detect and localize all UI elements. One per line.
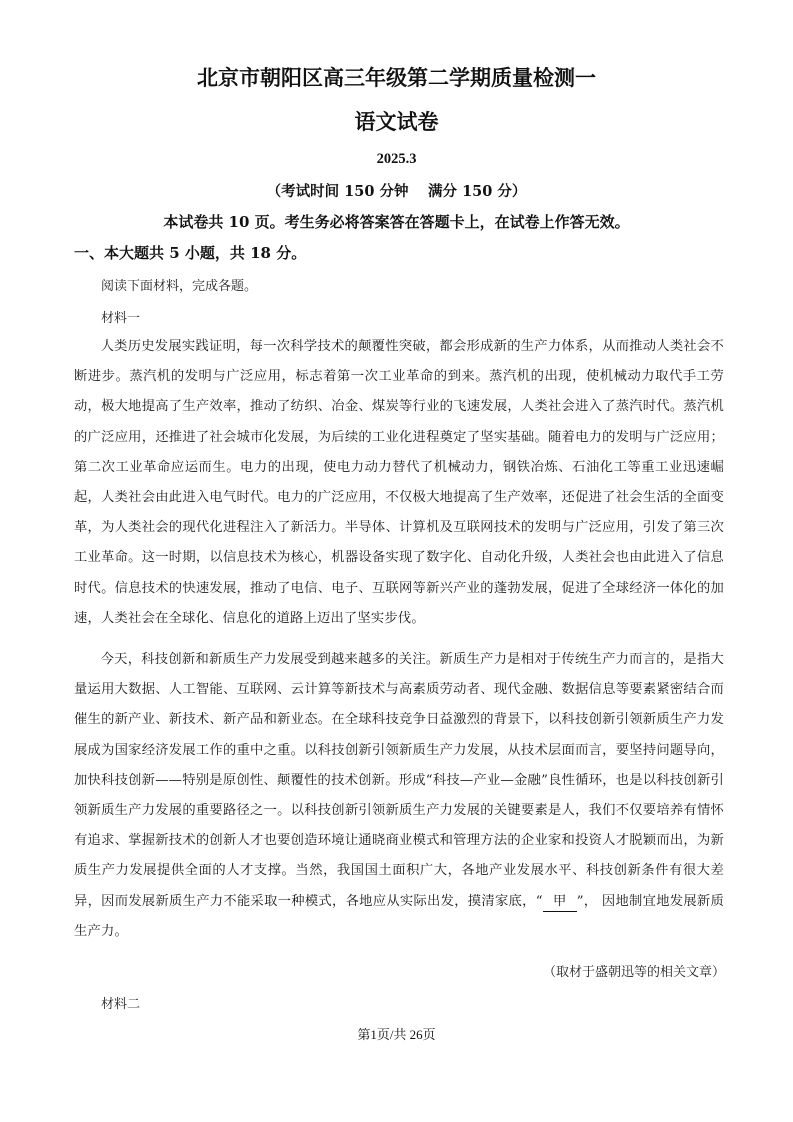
material-one-paragraph-2 <box>74 645 724 947</box>
material-one-label: 材料一 <box>101 311 141 326</box>
reading-instruction: 阅读下面材料，完成各题。 <box>101 279 258 294</box>
paragraph-2-ending: ”， 因地制宜地发展新质生产力。 <box>74 893 725 939</box>
page-number: 第1页/共 26页 <box>357 1027 436 1042</box>
section-heading: 一、本大题共 5 小题，共 18 分。 <box>74 244 307 262</box>
subject-title: 语文试卷 <box>354 109 439 134</box>
fill-in-blank: 甲 <box>543 893 577 912</box>
exam-date: 2025.3 <box>376 151 417 167</box>
material-one-paragraph-1: 人类历史发展实践证明，每一次科学技术的颠覆性突破，都会形成新的生产力体系，从而推动人类社会不断进步。蒸汽机的发明与广泛应用，标志着第一次工业革命的到来。蒸汽机的出现，使机械动力取代手工劳动，极大地提高了生产效率，推动了纺织、冶金、煤炭等行业的飞速发展，人类社会进入了蒸汽时代。蒸汽机的广泛应用，还推进了社会城市化发展，为后续的工业化进程奠定了坚实基础。随着电力的发明与广泛应用；第二次工业革命应运而生。电力的出现，使电力动力替代了机械动力，钢铁冶炼、石油化工等重工业迅速崛起，人类社会由此进入电气时代。电力的广泛应用，不仅极大地提高了生产效率，还促进了社会生活的全面变革，为人类社会的现代化进程注入了新活力。半导体、计算机及互联网技术的发明与广泛应用，引发了第三次工业革命。这一时期，以信息技术为核心，机器设备实现了数字化、自动化升级，人类社会也由此进入了信息时代。信息技术的快速发展，推动了电信、电子、互联网等新兴产业的蓬勃发展，促进了全球经济一体化的加速，人类社会在全球化、信息化的道路上迈出了坚实步伐。 <box>74 339 724 626</box>
exam-title: 北京市朝阳区高三年级第二学期质量检测一 <box>197 65 596 90</box>
material-two-label: 材料二 <box>101 997 141 1012</box>
exam-time-info: （考试时间 150 分钟 满分 150 分） <box>266 183 527 200</box>
exam-instructions: 本试卷共 10 页。考生务必将答案答在答题卡上，在试卷上作答无效。 <box>163 213 630 231</box>
paragraph-2-text: 今天，科技创新和新质生产力发展受到越来越多的关注。新质生产力是相对于传统生产力而言的，是指大量运用大数据、人工智能、互联网、云计算等新技术与高素质劳动者、现代金融、数据信息等要素紧密结合而催生的新产业、新技术、新产品和新业态。在全球科技竞争日益激烈的背景下，以科技创新引领新质生产力发展成为国家经济发展工作的重中之重。以科技创新引领新质生产力发展，从技术层面而言，要坚持问题导向，加快科技创新——特别是原创性、颠覆性的技术创新。形成“科技—产业—金融”良性循环，也是以科技创新引领新质生产力发展的重要路径之一。以科技创新引领新质生产力发展的关键要素是人，我们不仅要培养有情怀有追求、掌握新技术的创新人才也要创造环境让通晓商业模式和管理方法的企业家和投资人才脱颖而出，为新质生产力发展提供全面的人才支撑。当然，我国国土面积广大，各地产业发展水平、科技创新条件有很大差异，因而发展新质生产力不能采取一种模式，各地应从实际出发，摸清家底，“ <box>74 652 724 909</box>
source-citation: （取材于盛朝迅等的相关文章） <box>542 965 725 980</box>
